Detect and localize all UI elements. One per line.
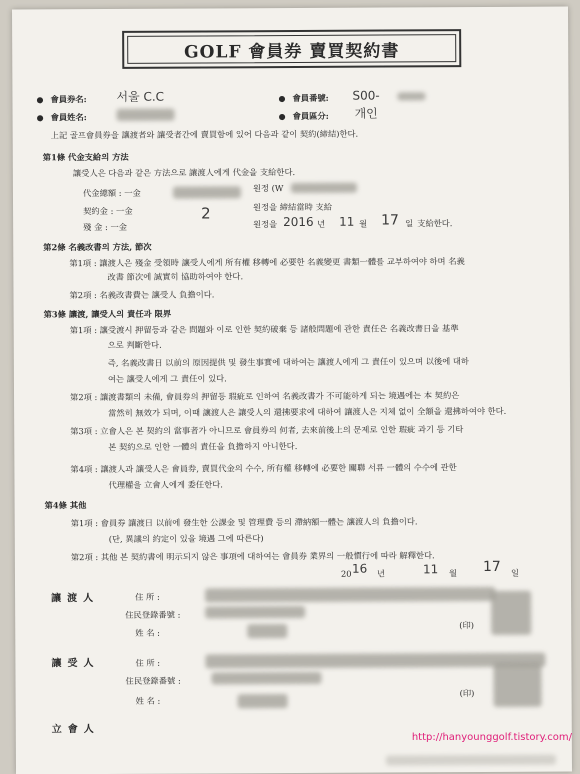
date-month-hw: 11 (422, 562, 439, 577)
month-unit: 월 (359, 218, 368, 229)
redacted-transferor-name (247, 624, 287, 638)
redacted-transferor-stamp (491, 591, 531, 635)
redacted-transferee-name (238, 694, 288, 708)
contract-money-note: 원정을 締結當時 支給 (253, 201, 333, 213)
handwritten-two: 2 (201, 204, 211, 223)
article-3-p1-d: 여는 讓受人에게 그 責任이 있다. (107, 373, 227, 384)
redacted-total-won (291, 183, 357, 193)
member-no-label: 會員番號: (292, 92, 329, 103)
article-3-p3: 第3項 : 立會人은 본 契約의 當事者가 아니므로 會員券의 何者, 去來前後上의 문제로 인한 瑕疵 과기 등 기타 (70, 424, 464, 437)
article-3-p2: 第2項 : 讓渡書類의 未備, 會員券의 押留등 瑕疵로 인하여 名義改書가 不可能하게 되는 境遇에는 本 契約은 (70, 390, 460, 403)
member-class-label: 會員區分: (292, 110, 329, 121)
redacted-transferor-address (205, 587, 495, 603)
member-no-value: S00- (352, 88, 380, 103)
article-3-p4-b: 代理權을 立會人에게 委任한다. (108, 479, 223, 490)
total-amount-label: 代金總額 : 一金 (82, 187, 141, 199)
document-title (122, 29, 461, 69)
transferee-reg-label: 住民登錄番號 : (125, 675, 181, 686)
article-3-p1-b: 으로 判斷한다. (107, 339, 162, 350)
date-day-hw: 17 (482, 558, 501, 576)
bullet-icon: ● (36, 94, 44, 105)
witness-label: 立會人 (51, 724, 100, 736)
article-3-p3-b: 본 契約으로 인한 一體의 責任을 負擔하지 아니한다. (108, 440, 298, 452)
year-unit: 년 (317, 218, 326, 229)
bullet-icon: ● (36, 112, 44, 123)
article-2-p1-cont: 改書 節次에 誠實히 協助하여야 한다. (107, 271, 244, 282)
pay-end: 支給한다. (417, 218, 453, 229)
article-4-p1: 第1項 : 會員券 讓渡日 以前에 發生한 公課金 및 管理費 등의 滯納額一體는 讓渡人의 負擔이다. (70, 516, 418, 529)
balance-day: 17 (381, 212, 399, 229)
date-day-unit: 일 (510, 567, 519, 578)
article-2-p2: 第2項 : 名義改書費는 讓受人 負擔이다. (69, 289, 215, 301)
article-2-heading: 第2條 名義改書의 方法, 節次 (43, 241, 152, 253)
member-class-value: 개인 (354, 106, 378, 121)
article-1-heading: 第1條 代金支給의 方法 (42, 151, 129, 163)
balance-label: 殘 金 : 一金 (83, 221, 128, 233)
balance-month: 11 (339, 214, 355, 229)
title-text: GOLF 會員券 賣買契約書 (184, 40, 400, 63)
article-4-p2: 第2項 : 其他 본 契約書에 明示되지 않은 事項에 대하여는 會員券 業界의 一般慣行에 따라 解釋한다. (70, 550, 435, 563)
date-year-unit: 년 (376, 568, 386, 579)
article-3-p4: 第4項 : 讓渡人과 讓受人은 會員券, 賣買代金의 수수, 所有權 移轉에 必要한 關聯 서류 一體의 수수에 관한 (70, 462, 457, 475)
redacted-member-name (117, 109, 175, 121)
date-month-unit: 월 (448, 568, 458, 579)
contract-money-label: 契約金 : 一金 (83, 205, 133, 217)
article-3-p2-b: 當然히 無效가 되며, 이때 讓渡人은 讓受人의 還拂要求에 대하여 讓渡人은 지체 없이 全額을 還拂하여야 한다. (108, 405, 507, 418)
article-3-p1: 第1項 : 讓受渡시 押留등과 같은 問題와 이로 인한 契約破棄 등 諸般問題에 관한 責任은 名義改書日을 基準 (69, 323, 459, 336)
transferor-seal: (印) (459, 620, 475, 631)
transferor-reg-label: 住民登錄番號 : (125, 609, 181, 620)
transferor-name-label: 姓 名 : (135, 627, 160, 638)
redacted-transferee-stamp (493, 663, 541, 707)
contract-paper (12, 7, 572, 774)
bullet-icon: ● (278, 93, 286, 104)
article-4-p1-b: (단, 異議의 約定이 있을 境遇 그에 따른다) (108, 533, 264, 544)
total-won-label: 원정 (W (252, 183, 284, 194)
transferee-name-label: 姓 名 : (135, 695, 161, 706)
transferee-label: 讓受人 (51, 658, 100, 670)
membership-value: 서울 C.C (116, 89, 165, 104)
redacted-total (173, 186, 241, 198)
date-year: 20 (340, 568, 352, 579)
member-name-label: 會員姓名: (50, 112, 87, 123)
article-2-p1: 第1項 : 讓渡人은 殘金 受領時 讓受人에게 所有權 移轉에 必要한 名義變更 書類一體를 교부하여야 하며 名義 (69, 256, 465, 269)
date-year-hw: 16 (351, 561, 368, 576)
article-4-heading: 第4條 其他 (44, 500, 87, 511)
footer-faint-text (386, 755, 556, 766)
transferor-address-label: 住 所 : (135, 591, 160, 602)
intro-text: 上記 골프會員券을 讓渡者와 讓受者간에 賣買함에 있어 다음과 같이 契約(締結)한다. (50, 128, 359, 141)
article-3-p1-c: 즉, 名義改書日 以前의 原因提供 및 發生事實에 대하여는 讓渡人에게 그 責任이 있으며 以後에 대하 (107, 356, 469, 368)
transferor-label: 讓渡人 (51, 593, 100, 605)
day-unit: 일 (405, 218, 414, 229)
redacted-transferor-reg (205, 606, 305, 619)
article-1-line: 讓受人은 다음과 같은 方法으로 讓渡人에게 代金을 支給한다. (72, 166, 296, 179)
article-3-heading: 第3條 讓渡, 讓受人의 責任과 限界 (43, 308, 172, 320)
balance-note: 원정을 (253, 219, 278, 230)
transferee-seal: (印) (459, 688, 475, 699)
redacted-member-no (397, 92, 425, 100)
membership-label: 會員券名: (50, 94, 87, 105)
bullet-icon: ● (278, 111, 286, 122)
balance-year: 2016 (283, 214, 314, 230)
transferee-address-label: 住 所 : (135, 657, 161, 668)
watermark-url: http://hanyounggolf.tistory.com/ (411, 732, 572, 743)
redacted-transferee-reg (211, 672, 321, 685)
